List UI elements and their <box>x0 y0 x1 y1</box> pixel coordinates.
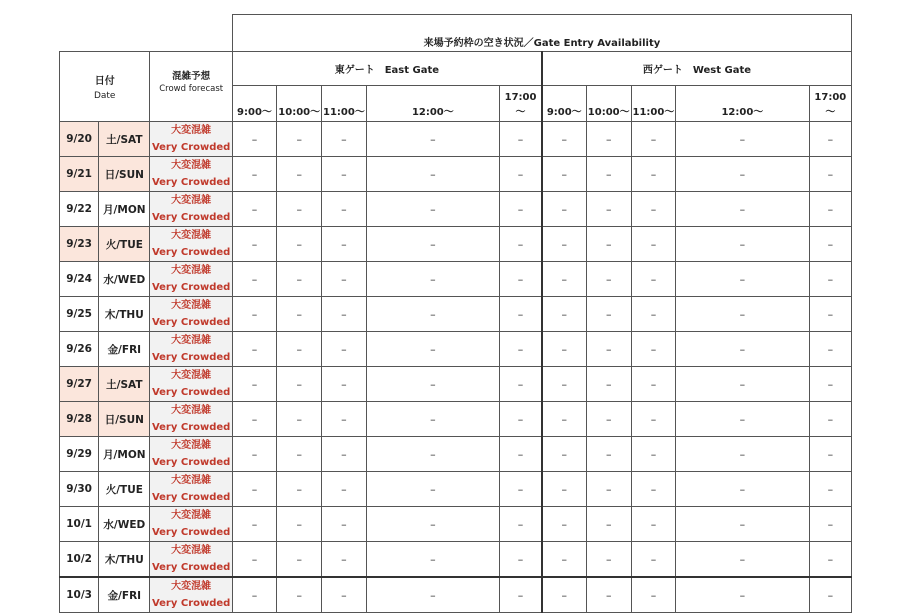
west-slot-cell: – <box>676 577 810 613</box>
row-forecast <box>150 297 232 332</box>
east-time-1700: 17:00～ <box>500 86 542 122</box>
east-slot-cell: – <box>366 297 500 332</box>
west-slot-cell: – <box>586 192 631 227</box>
east-slot-cell: – <box>322 507 366 542</box>
forecast-en: Very Crowded <box>151 177 231 188</box>
row-date: 9/30 <box>60 472 99 507</box>
west-slot-cell: – <box>631 402 675 437</box>
row-weekday: 水/WED <box>99 507 150 542</box>
west-slot-cell: – <box>676 192 810 227</box>
west-slot-cell: – <box>676 157 810 192</box>
east-slot-cell: – <box>232 507 276 542</box>
row-forecast <box>150 227 232 262</box>
west-slot-cell: – <box>542 297 586 332</box>
west-time-1200: 12:00～ <box>676 86 810 122</box>
row-forecast <box>150 192 232 227</box>
forecast-en: Very Crowded <box>151 387 231 398</box>
west-slot-cell: – <box>809 122 851 157</box>
west-slot-cell: – <box>586 577 631 613</box>
west-slot-cell: – <box>542 542 586 578</box>
table-row <box>60 297 852 332</box>
east-slot-cell: – <box>500 577 542 613</box>
row-forecast <box>150 367 232 402</box>
row-date: 9/21 <box>60 157 99 192</box>
row-date: 10/1 <box>60 507 99 542</box>
east-slot-cell: – <box>277 472 322 507</box>
west-slot-cell: – <box>676 297 810 332</box>
row-weekday: 土/SAT <box>99 122 150 157</box>
row-forecast <box>150 542 232 578</box>
east-slot-cell: – <box>500 507 542 542</box>
forecast-en: Very Crowded <box>151 492 231 503</box>
west-slot-cell: – <box>631 157 675 192</box>
forecast-jp: 大変混雑 <box>171 405 212 416</box>
east-slot-cell: – <box>232 192 276 227</box>
east-slot-cell: – <box>232 367 276 402</box>
east-slot-cell: – <box>232 227 276 262</box>
east-slot-cell: – <box>322 577 366 613</box>
forecast-jp: 大変混雑 <box>171 440 212 451</box>
east-slot-cell: – <box>322 157 366 192</box>
east-slot-cell: – <box>500 227 542 262</box>
availability-table-wrapper <box>59 14 852 613</box>
forecast-jp: 大変混雑 <box>171 195 212 206</box>
east-slot-cell: – <box>232 437 276 472</box>
west-slot-cell: – <box>631 472 675 507</box>
west-slot-cell: – <box>809 262 851 297</box>
east-slot-cell: – <box>366 472 500 507</box>
east-slot-cell: – <box>322 227 366 262</box>
forecast-jp: 大変混雑 <box>171 545 212 556</box>
west-slot-cell: – <box>542 472 586 507</box>
forecast-label-en: Crowd forecast <box>159 84 224 94</box>
west-slot-cell: – <box>809 402 851 437</box>
row-weekday: 金/FRI <box>99 332 150 367</box>
forecast-jp: 大変混雑 <box>171 510 212 521</box>
west-gate-header: 西ゲート West Gate <box>542 52 852 86</box>
forecast-en: Very Crowded <box>151 527 231 538</box>
west-slot-cell: – <box>809 472 851 507</box>
date-label-jp: 日付 <box>94 76 115 87</box>
west-slot-cell: – <box>586 297 631 332</box>
east-time-1000: 10:00～ <box>277 86 322 122</box>
east-time-0900: 9:00～ <box>232 86 276 122</box>
east-slot-cell: – <box>500 437 542 472</box>
east-slot-cell: – <box>322 262 366 297</box>
forecast-jp: 大変混雑 <box>171 370 212 381</box>
row-weekday: 月/MON <box>99 437 150 472</box>
east-slot-cell: – <box>232 332 276 367</box>
row-weekday: 木/THU <box>99 542 150 578</box>
west-slot-cell: – <box>631 332 675 367</box>
forecast-jp: 大変混雑 <box>171 125 212 136</box>
east-slot-cell: – <box>277 227 322 262</box>
date-column-header <box>60 52 150 122</box>
row-forecast <box>150 402 232 437</box>
east-slot-cell: – <box>277 262 322 297</box>
table-row <box>60 577 852 613</box>
east-slot-cell: – <box>366 122 500 157</box>
forecast-en: Very Crowded <box>151 212 231 223</box>
east-slot-cell: – <box>322 542 366 578</box>
west-slot-cell: – <box>676 367 810 402</box>
west-slot-cell: – <box>586 122 631 157</box>
table-row <box>60 157 852 192</box>
west-slot-cell: – <box>631 122 675 157</box>
east-slot-cell: – <box>232 262 276 297</box>
forecast-en: Very Crowded <box>151 247 231 258</box>
table-row <box>60 542 852 578</box>
row-date: 9/26 <box>60 332 99 367</box>
west-slot-cell: – <box>586 227 631 262</box>
table-row <box>60 437 852 472</box>
west-time-0900: 9:00～ <box>542 86 586 122</box>
forecast-jp: 大変混雑 <box>171 230 212 241</box>
east-slot-cell: – <box>277 367 322 402</box>
row-forecast <box>150 507 232 542</box>
forecast-en: Very Crowded <box>151 317 231 328</box>
east-slot-cell: – <box>277 577 322 613</box>
west-slot-cell: – <box>631 227 675 262</box>
row-date: 9/22 <box>60 192 99 227</box>
west-slot-cell: – <box>676 402 810 437</box>
east-slot-cell: – <box>366 192 500 227</box>
west-slot-cell: – <box>809 227 851 262</box>
east-slot-cell: – <box>500 367 542 402</box>
east-slot-cell: – <box>277 507 322 542</box>
row-forecast <box>150 472 232 507</box>
east-slot-cell: – <box>232 297 276 332</box>
east-slot-cell: – <box>322 367 366 402</box>
west-slot-cell: – <box>631 192 675 227</box>
row-weekday: 火/TUE <box>99 472 150 507</box>
row-weekday: 日/SUN <box>99 157 150 192</box>
table-row <box>60 332 852 367</box>
west-slot-cell: – <box>631 262 675 297</box>
row-date: 9/25 <box>60 297 99 332</box>
forecast-jp: 大変混雑 <box>171 300 212 311</box>
table-row <box>60 192 852 227</box>
row-date: 10/2 <box>60 542 99 578</box>
east-slot-cell: – <box>277 297 322 332</box>
east-slot-cell: – <box>277 122 322 157</box>
row-weekday: 金/FRI <box>99 577 150 613</box>
east-slot-cell: – <box>322 297 366 332</box>
west-slot-cell: – <box>586 332 631 367</box>
west-slot-cell: – <box>809 437 851 472</box>
east-slot-cell: – <box>366 402 500 437</box>
row-weekday: 木/THU <box>99 297 150 332</box>
east-slot-cell: – <box>232 542 276 578</box>
west-slot-cell: – <box>676 437 810 472</box>
west-slot-cell: – <box>542 507 586 542</box>
east-slot-cell: – <box>500 472 542 507</box>
forecast-jp: 大変混雑 <box>171 581 212 592</box>
west-slot-cell: – <box>542 367 586 402</box>
east-slot-cell: – <box>277 157 322 192</box>
row-date: 9/27 <box>60 367 99 402</box>
east-slot-cell: – <box>366 542 500 578</box>
row-weekday: 水/WED <box>99 262 150 297</box>
row-date: 9/28 <box>60 402 99 437</box>
table-row <box>60 227 852 262</box>
west-slot-cell: – <box>809 157 851 192</box>
west-slot-cell: – <box>631 437 675 472</box>
west-slot-cell: – <box>542 577 586 613</box>
row-date: 9/20 <box>60 122 99 157</box>
west-slot-cell: – <box>809 577 851 613</box>
east-slot-cell: – <box>500 122 542 157</box>
west-slot-cell: – <box>676 507 810 542</box>
table-row <box>60 122 852 157</box>
east-slot-cell: – <box>500 332 542 367</box>
west-slot-cell: – <box>631 577 675 613</box>
west-slot-cell: – <box>586 262 631 297</box>
east-slot-cell: – <box>232 472 276 507</box>
row-date: 9/23 <box>60 227 99 262</box>
east-slot-cell: – <box>366 577 500 613</box>
west-slot-cell: – <box>676 227 810 262</box>
east-slot-cell: – <box>322 192 366 227</box>
east-slot-cell: – <box>277 542 322 578</box>
forecast-column-header <box>150 52 232 122</box>
east-slot-cell: – <box>277 402 322 437</box>
west-slot-cell: – <box>631 297 675 332</box>
table-row <box>60 262 852 297</box>
row-forecast <box>150 157 232 192</box>
east-slot-cell: – <box>500 262 542 297</box>
forecast-en: Very Crowded <box>151 598 231 609</box>
east-slot-cell: – <box>322 472 366 507</box>
west-slot-cell: – <box>676 262 810 297</box>
west-slot-cell: – <box>631 542 675 578</box>
forecast-jp: 大変混雑 <box>171 160 212 171</box>
availability-table <box>59 14 852 613</box>
row-date: 10/3 <box>60 577 99 613</box>
east-slot-cell: – <box>366 157 500 192</box>
forecast-jp: 大変混雑 <box>171 335 212 346</box>
forecast-en: Very Crowded <box>151 422 231 433</box>
west-slot-cell: – <box>809 192 851 227</box>
forecast-en: Very Crowded <box>151 142 231 153</box>
west-slot-cell: – <box>809 332 851 367</box>
row-weekday: 土/SAT <box>99 367 150 402</box>
title-row <box>60 15 852 52</box>
east-slot-cell: – <box>277 437 322 472</box>
east-slot-cell: – <box>322 332 366 367</box>
forecast-en: Very Crowded <box>151 352 231 363</box>
west-slot-cell: – <box>586 507 631 542</box>
row-forecast <box>150 577 232 613</box>
forecast-en: Very Crowded <box>151 562 231 573</box>
row-forecast <box>150 262 232 297</box>
east-slot-cell: – <box>366 332 500 367</box>
east-slot-cell: – <box>322 122 366 157</box>
east-slot-cell: – <box>500 192 542 227</box>
west-slot-cell: – <box>809 542 851 578</box>
table-row <box>60 367 852 402</box>
west-time-1700: 17:00～ <box>809 86 851 122</box>
east-slot-cell: – <box>500 297 542 332</box>
forecast-jp: 大変混雑 <box>171 475 212 486</box>
table-row <box>60 507 852 542</box>
west-slot-cell: – <box>809 367 851 402</box>
east-slot-cell: – <box>277 332 322 367</box>
west-slot-cell: – <box>809 507 851 542</box>
table-title: 来場予約枠の空き状況／Gate Entry Availability <box>232 15 851 52</box>
east-slot-cell: – <box>322 437 366 472</box>
west-time-1000: 10:00～ <box>586 86 631 122</box>
table-row <box>60 472 852 507</box>
west-slot-cell: – <box>586 367 631 402</box>
west-slot-cell: – <box>586 402 631 437</box>
east-slot-cell: – <box>366 262 500 297</box>
row-date: 9/29 <box>60 437 99 472</box>
east-gate-header: 東ゲート East Gate <box>232 52 542 86</box>
east-slot-cell: – <box>232 577 276 613</box>
date-label-en: Date <box>93 91 116 101</box>
forecast-jp: 大変混雑 <box>171 265 212 276</box>
west-slot-cell: – <box>542 192 586 227</box>
west-slot-cell: – <box>542 157 586 192</box>
east-slot-cell: – <box>232 402 276 437</box>
east-time-1100: 11:00～ <box>322 86 366 122</box>
forecast-en: Very Crowded <box>151 457 231 468</box>
west-time-1100: 11:00～ <box>631 86 675 122</box>
east-slot-cell: – <box>366 437 500 472</box>
row-date: 9/24 <box>60 262 99 297</box>
table-row <box>60 402 852 437</box>
row-forecast <box>150 122 232 157</box>
west-slot-cell: – <box>631 507 675 542</box>
forecast-label-jp: 混雑予想 <box>172 71 211 82</box>
east-slot-cell: – <box>500 157 542 192</box>
east-slot-cell: – <box>500 402 542 437</box>
west-slot-cell: – <box>542 227 586 262</box>
east-slot-cell: – <box>232 122 276 157</box>
west-slot-cell: – <box>542 262 586 297</box>
west-slot-cell: – <box>542 332 586 367</box>
forecast-en: Very Crowded <box>151 282 231 293</box>
west-slot-cell: – <box>676 472 810 507</box>
east-slot-cell: – <box>500 542 542 578</box>
west-slot-cell: – <box>586 542 631 578</box>
row-forecast <box>150 332 232 367</box>
east-slot-cell: – <box>322 402 366 437</box>
west-slot-cell: – <box>676 122 810 157</box>
row-weekday: 火/TUE <box>99 227 150 262</box>
row-weekday: 日/SUN <box>99 402 150 437</box>
west-slot-cell: – <box>542 402 586 437</box>
west-slot-cell: – <box>542 122 586 157</box>
west-slot-cell: – <box>586 157 631 192</box>
west-slot-cell: – <box>586 472 631 507</box>
row-forecast <box>150 437 232 472</box>
east-time-1200: 12:00～ <box>366 86 500 122</box>
west-slot-cell: – <box>542 437 586 472</box>
gate-row <box>60 52 852 86</box>
west-slot-cell: – <box>631 367 675 402</box>
east-slot-cell: – <box>366 367 500 402</box>
east-slot-cell: – <box>366 227 500 262</box>
east-slot-cell: – <box>277 192 322 227</box>
east-slot-cell: – <box>366 507 500 542</box>
west-slot-cell: – <box>809 297 851 332</box>
row-weekday: 月/MON <box>99 192 150 227</box>
west-slot-cell: – <box>586 437 631 472</box>
west-slot-cell: – <box>676 332 810 367</box>
east-slot-cell: – <box>232 157 276 192</box>
west-slot-cell: – <box>676 542 810 578</box>
